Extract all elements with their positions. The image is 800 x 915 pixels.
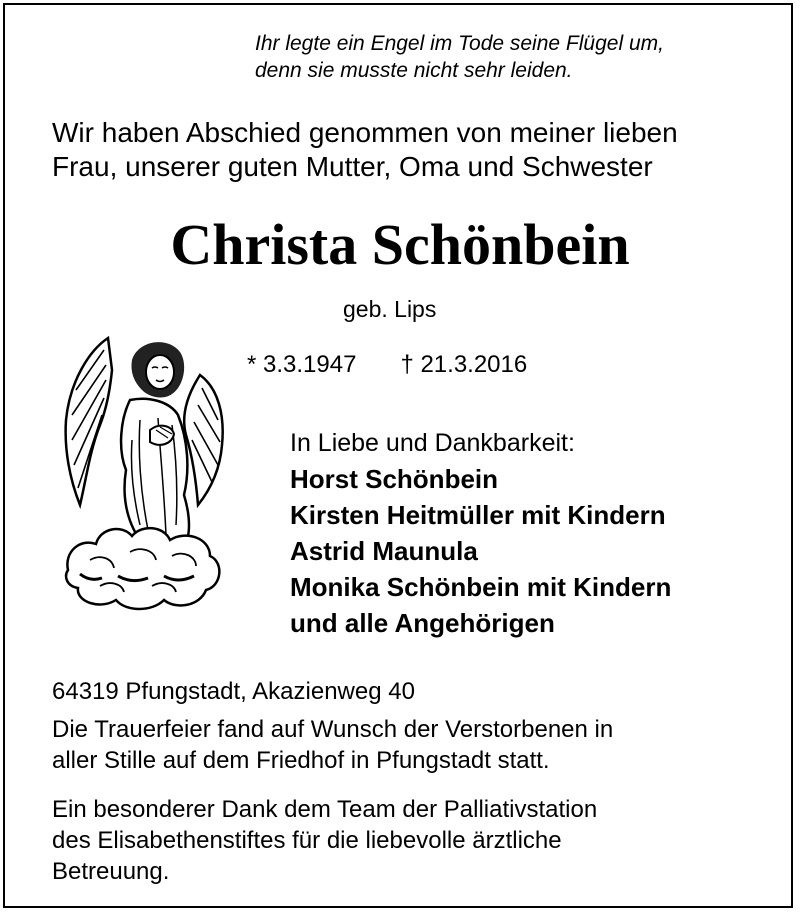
motto-line: Ihr legte ein Engel im Tode seine Flügel um, xyxy=(255,32,664,55)
life-dates xyxy=(247,349,527,381)
angel-illustration xyxy=(60,330,230,620)
thanks-line: Ein besonderer Dank dem Team der Palliativstation xyxy=(52,796,598,823)
thanks-line: Betreuung. xyxy=(52,858,170,885)
thanks-note xyxy=(52,794,772,887)
mourner-name: Monika Schönbein mit Kindern xyxy=(290,572,672,602)
intro-text xyxy=(52,116,678,184)
birth-date: * 3.3.1947 xyxy=(247,351,357,378)
thanks-line: des Elisabethenstiftes für die liebevolle ärztliche xyxy=(52,827,562,854)
funeral-note xyxy=(52,714,772,776)
funeral-line: aller Stille auf dem Friedhof in Pfungstadt statt. xyxy=(52,747,550,774)
intro-line: Frau, unserer guten Mutter, Oma und Schwester xyxy=(52,151,653,182)
death-date: † 21.3.2016 xyxy=(400,351,528,378)
motto-line: denn sie musste nicht sehr leiden. xyxy=(255,59,573,82)
deceased-name: Christa Schönbein xyxy=(170,212,630,277)
intro-line: Wir haben Abschied genommen von meiner lieben xyxy=(52,117,678,148)
maiden-name: geb. Lips xyxy=(343,296,437,322)
funeral-line: Die Trauerfeier fand auf Wunsch der Verstorbenen in xyxy=(52,716,614,743)
mourner-name: Astrid Maunula xyxy=(290,536,478,566)
mourners-lead: In Liebe und Dankbarkeit: xyxy=(290,429,575,457)
mourners-block xyxy=(290,425,671,641)
mourner-name: und alle Angehörigen xyxy=(290,608,555,638)
motto xyxy=(255,30,664,84)
mourner-name: Kirsten Heitmüller mit Kindern xyxy=(290,500,666,530)
mourner-name: Horst Schönbein xyxy=(290,464,499,494)
address: 64319 Pfungstadt, Akazienweg 40 xyxy=(52,678,415,705)
